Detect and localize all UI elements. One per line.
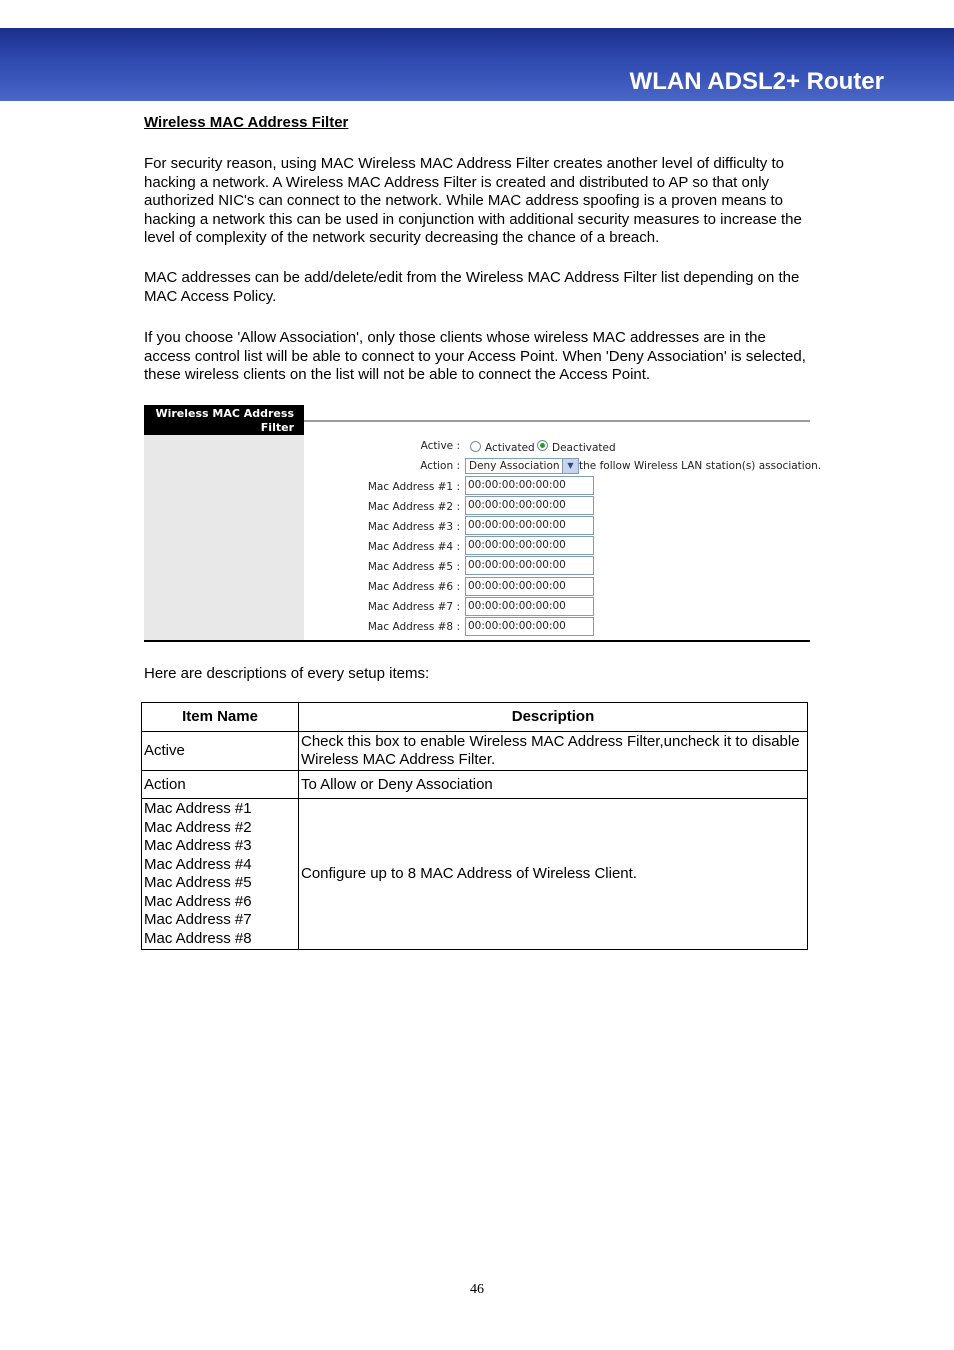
header-title: WLAN ADSL2+ Router [629, 68, 884, 95]
active-label: Active : [420, 440, 460, 452]
mac-input-4[interactable]: 00:00:00:00:00:00 [465, 536, 594, 555]
mac-label-4: Mac Address #4 : [367, 541, 460, 553]
mac-input-7[interactable]: 00:00:00:00:00:00 [465, 597, 594, 616]
action-label: Action : [420, 460, 460, 472]
radio-activated-label: Activated [485, 442, 535, 454]
mac-name-2: Mac Address #2 [144, 818, 252, 836]
mac-name-8: Mac Address #8 [144, 929, 252, 947]
mac-input-3[interactable]: 00:00:00:00:00:00 [465, 516, 594, 535]
header-item-name: Item Name [142, 703, 299, 732]
mac-label-5: Mac Address #5 : [367, 561, 460, 573]
mac-label-8: Mac Address #8 : [367, 621, 460, 633]
descriptions-intro: Here are descriptions of every setup items: [144, 665, 430, 682]
table-row [142, 799, 808, 950]
mac-name-3: Mac Address #3 [144, 837, 252, 854]
mac-input-5[interactable]: 00:00:00:00:00:00 [465, 556, 594, 575]
radio-deactivated[interactable] [537, 440, 548, 451]
table-row [142, 771, 808, 799]
page-number: 46 [470, 1282, 484, 1297]
router-screenshot [144, 405, 822, 642]
paragraph-intro: For security reason, using MAC Wireless MAC Address Filter creates another level of difficulty to hacking a network. A Wireless MAC Address Filter is created and distributed to AP so that only authorized NIC's can connect to the network. While MAC address spoofing is a proven means to hacking a network this can be used in conjunction with additional security measures to increase the level of complexity of the network security decreasing the chance of a breach. [144, 155, 802, 247]
row-mac-desc: Configure up to 8 MAC Address of Wireless Client. [299, 799, 808, 950]
mac-name-4: Mac Address #4 [144, 855, 252, 873]
mac-label-2: Mac Address #2 : [367, 501, 460, 513]
mac-label-7: Mac Address #7 : [367, 601, 460, 613]
row-mac-names [142, 799, 299, 950]
screenshot-sidebar [144, 405, 304, 640]
row-action-name: Action [142, 771, 299, 799]
header-description: Description [299, 703, 808, 732]
header-banner [0, 28, 954, 101]
mac-name-7: Mac Address #7 [144, 911, 252, 928]
screenshot-top-divider [304, 420, 810, 422]
sidebar-title-line2: Filter [260, 421, 294, 434]
action-select-value: Deny Association [469, 460, 560, 472]
mac-label-3: Mac Address #3 : [367, 521, 460, 533]
mac-name-5: Mac Address #5 [144, 874, 252, 891]
mac-name-1: Mac Address #1 [144, 800, 252, 817]
mac-input-8[interactable]: 00:00:00:00:00:00 [465, 617, 594, 636]
radio-deactivated-label: Deactivated [552, 442, 616, 454]
mac-label-1: Mac Address #1 : [367, 481, 460, 493]
mac-input-1[interactable]: 00:00:00:00:00:00 [465, 476, 594, 495]
screenshot-bottom-divider [144, 640, 810, 642]
section-title: Wireless MAC Address Filter [144, 114, 349, 131]
screenshot-sidebar-title [144, 405, 304, 435]
action-suffix-text: the follow Wireless LAN station(s) association. [579, 460, 822, 472]
mac-input-6[interactable]: 00:00:00:00:00:00 [465, 577, 594, 596]
paragraph-edit: MAC addresses can be add/delete/edit from the Wireless MAC Address Filter list depending on the MAC Access Policy. [144, 269, 800, 305]
table-row [142, 732, 808, 771]
row-active-desc: Check this box to enable Wireless MAC Address Filter,uncheck it to disable Wireless MAC Address Filter. [299, 732, 808, 771]
chevron-down-icon[interactable]: ▼ [562, 459, 578, 473]
description-table [141, 702, 808, 950]
radio-activated[interactable] [470, 441, 481, 452]
table-header-row [142, 703, 808, 732]
mac-input-2[interactable]: 00:00:00:00:00:00 [465, 496, 594, 515]
row-active-name: Active [142, 732, 299, 771]
mac-name-6: Mac Address #6 [144, 892, 252, 910]
row-action-desc: To Allow or Deny Association [299, 771, 808, 799]
sidebar-title-line1: Wireless MAC Address [155, 407, 294, 420]
paragraph-policy: If you choose 'Allow Association', only those clients whose wireless MAC addresses are in the access control list will be able to connect to your Access Point. When 'Deny Association' is selected, these wireless clients on the list will not be able to connect the Access Point. [144, 329, 806, 384]
action-select[interactable] [465, 458, 579, 474]
mac-label-6: Mac Address #6 : [367, 581, 460, 593]
